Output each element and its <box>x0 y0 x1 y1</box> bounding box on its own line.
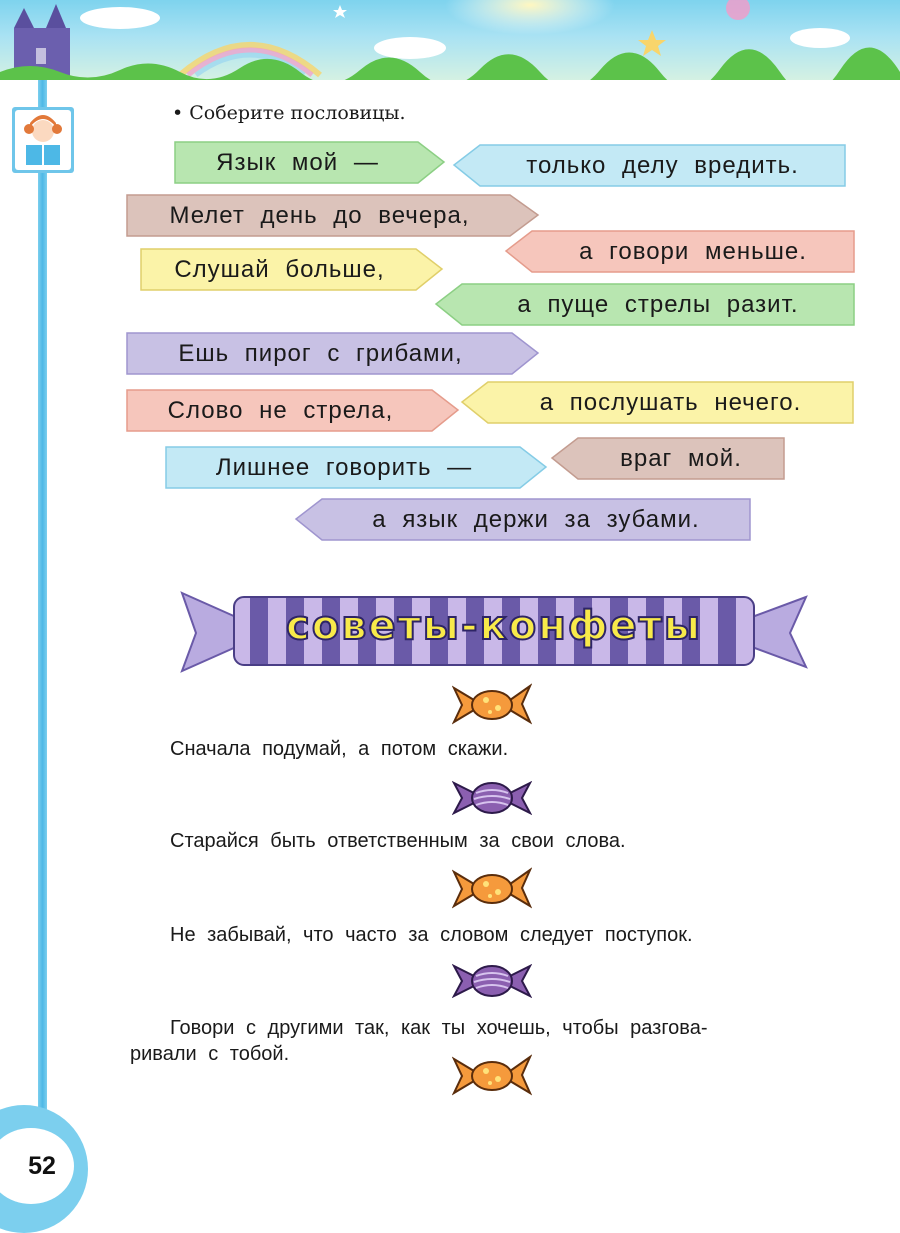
candy-orange-icon <box>452 1053 532 1097</box>
tip-text: Не забывай, что часто за словом следует поступок. <box>170 924 693 946</box>
candy-purple-icon <box>452 775 532 819</box>
tip-text: Сначала подумай, а потом скажи. <box>170 738 509 760</box>
proverb-card[interactable]: Лишнее говорить — <box>215 453 473 481</box>
section-title: советы-конфеты <box>285 603 703 649</box>
candy-orange-icon <box>452 682 532 726</box>
task-instruction: • Соберите пословицы. <box>172 102 406 124</box>
proverb-card[interactable]: а послушать нечего. <box>539 388 802 416</box>
section-title-banner <box>178 585 810 675</box>
proverb-card[interactable]: Язык мой — <box>216 148 379 176</box>
tip-text: Старайся быть ответственным за свои слова. <box>170 830 626 852</box>
proverb-card[interactable]: Мелет день до вечера, <box>169 201 470 229</box>
page-number: 52 <box>0 1128 74 1204</box>
proverb-card[interactable]: Слушай больше, <box>174 255 385 283</box>
proverb-card[interactable]: а язык держи за зубами. <box>372 505 700 533</box>
proverb-card[interactable]: только делу вредить. <box>526 151 799 179</box>
tip-text: Говори с другими так, как ты хочешь, чтобы разгова- <box>170 1017 708 1039</box>
proverb-card[interactable]: Ешь пирог с грибами, <box>178 339 463 367</box>
proverb-card[interactable]: а пуще стрелы разит. <box>517 290 799 318</box>
candy-orange-icon <box>452 866 532 910</box>
tip-text: ривали с тобой. <box>130 1043 290 1065</box>
proverb-card[interactable]: Слово не стрела, <box>167 396 394 424</box>
proverb-card[interactable]: враг мой. <box>620 444 742 472</box>
bullet-icon: • <box>172 102 190 124</box>
candy-purple-icon <box>452 958 532 1002</box>
proverb-card[interactable]: а говори меньше. <box>579 237 807 265</box>
